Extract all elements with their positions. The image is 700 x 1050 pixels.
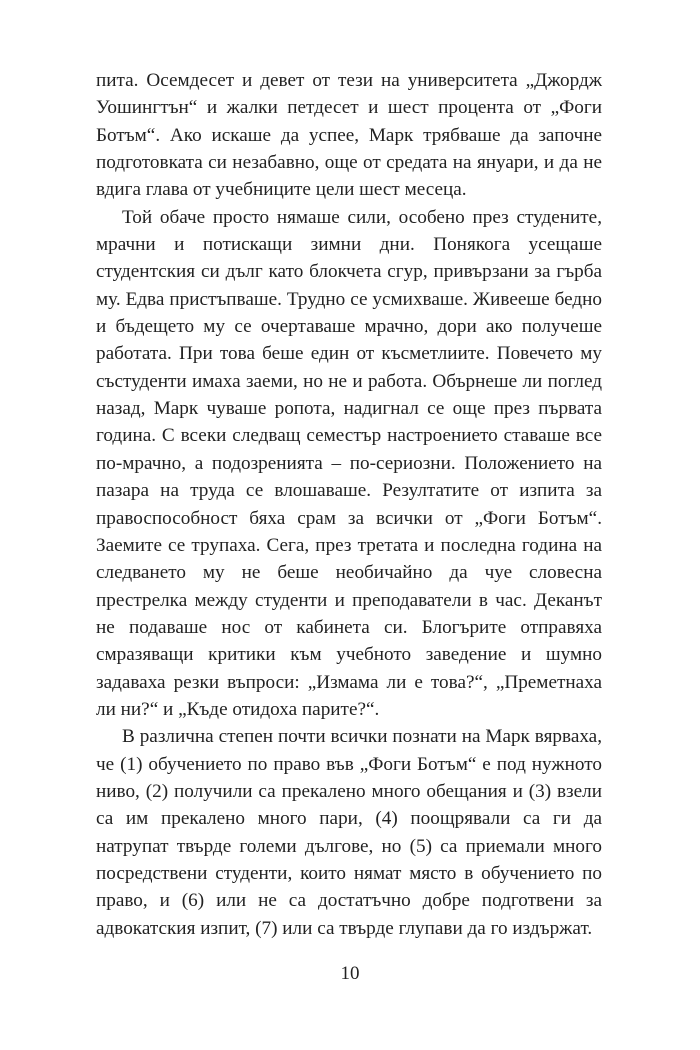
body-text xyxy=(96,67,602,942)
paragraph-continued: пита. Осемдесет и девет от тези на университета „Джордж Уошингтън“ и жалки петдесет и шест процента от „Фоги Ботъм“. Ако искаше да успее, Марк трябваше да започне подготовката си незабавно, още от средата на януари, и да не вдига глава от учебниците цели шест месеца. xyxy=(96,70,602,201)
paragraph: В различна степен почти всички познати на Марк вярваха, че (1) обучението по право във „Фоги Ботъм“ е под нужното ниво, (2) получили са прекалено много обещания и (3) взели са им прекалено много пари, (4) поощрявали са ги да натрупат твърде големи дългове, но (5) са приемали много посредствени студенти, които нямат място в обучението по право, и (6) или не са достатъчно добре подготвени за адвокатския изпит, (7) или са твърде глупави да го издържат. xyxy=(96,726,602,939)
paragraph: Той обаче просто нямаше сили, особено през студените, мрачни и потискащи зимни дни. Понякога усещаше студентския си дълг като блокчета сгур, привързани за гърба му. Едва пристъпваше. Трудно се усмихваше. Живееше бедно и бъдещето му се очертаваше мрачно, дори ако получеше работата. При това беше един от късметлиите. Повечето му състуденти имаха заеми, но не и работа. Обърнеше ли поглед назад, Марк чуваше ропота, надигнал се още през първата година. С всеки следващ семестър настроението ставаше все по-мрачно, а подозренията – по-сериозни. Положението на пазара на труда се влошаваше. Резултатите от изпита за правоспособност бяха срам за всички от „Фоги Ботъм“. Заемите се трупаха. Сега, през третата и последна година на следването му не беше необичайно да чуе словесна престрелка между студенти и преподаватели в час. Деканът не подаваше нос от кабинета си. Блогърите отправяха смразяващи критики към учебното заведение и шумно задаваха резки въпроси: „Измама ли е това?“, „Преметнаха ли ни?“ и „Къде отидоха парите?“. xyxy=(96,206,602,720)
page-number: 10 xyxy=(340,963,360,984)
